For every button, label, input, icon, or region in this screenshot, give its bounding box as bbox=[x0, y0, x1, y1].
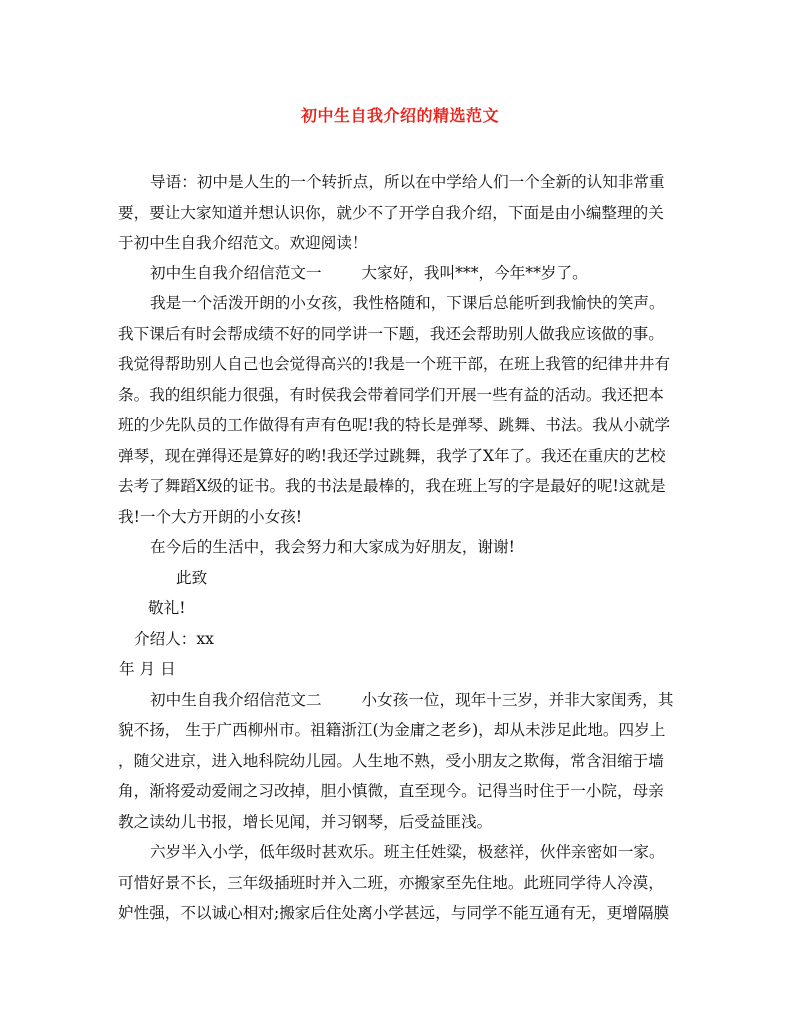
sample1-line-6: 弹琴，现在弹得还是算好的哟!我还学过跳舞，我学了X年了。我还在重庆的艺校 bbox=[118, 447, 666, 465]
introducer-line: 介绍人：xx bbox=[134, 630, 214, 648]
sample1-line-2: 我下课后有时会帮成绩不好的同学讲一下题，我还会帮助别人做我应该做的事。 bbox=[118, 325, 664, 343]
sample1-closing-line: 在今后的生活中，我会努力和大家成为好朋友，谢谢! bbox=[150, 538, 515, 556]
sample2-heading: 初中生自我介绍信范文二 bbox=[150, 691, 322, 709]
sample1-opening: 大家好，我叫***，今年**岁了。 bbox=[361, 264, 588, 282]
sample2-line-5: 六岁半入小学，低年级时甚欢乐。班主任姓粱，极慈祥，伙伴亲密如一家。 bbox=[150, 843, 665, 861]
sample1-heading: 初中生自我介绍信范文一 bbox=[150, 264, 322, 282]
sample2-line-1: 貌不扬， 生于广西柳州市。祖籍浙江(为金庸之老乡)，却从未涉足此地。四岁上 bbox=[118, 721, 666, 739]
sample1-line-3: 我觉得帮助别人自己也会觉得高兴的!我是一个班干部，在班上我管的纪律井井有 bbox=[118, 355, 671, 373]
sample2-line-4: 教之读幼儿书报，增长见闻，并习钢琴，后受益匪浅。 bbox=[118, 813, 493, 831]
sample2-line-6: 可惜好景不长，三年级插班时并入二班，亦搬家至先住地。此班同学待人冷漠， bbox=[118, 874, 664, 892]
sample2-line-7: 妒性强，不以诚心相对;搬家后住处离小学甚远，与同学不能互通有无，更增隔膜 bbox=[118, 904, 670, 922]
sample2-heading-line bbox=[150, 690, 684, 710]
date-line: 年 月 日 bbox=[119, 660, 176, 678]
sample1-line-7: 去考了舞蹈X级的证书。我的书法是最棒的，我在班上写的字是最好的呢!这就是 bbox=[118, 477, 666, 495]
sample2-line-3: 角，渐将爱动爱闹之习改掉，胆小慎微，直至现今。记得当时住于一小院，母亲 bbox=[118, 782, 664, 800]
sample1-heading-line bbox=[150, 263, 684, 283]
intro-line-2: 要，要让大家知道并想认识你，就少不了开学自我介绍，下面是由小编整理的关 bbox=[118, 204, 664, 222]
closing-respect: 敬礼! bbox=[148, 599, 186, 617]
sample1-line-8: 我!一个大方开朗的小女孩! bbox=[118, 508, 303, 526]
closing-salutation: 此致 bbox=[176, 569, 208, 587]
intro-line-3: 于初中生自我介绍范文。欢迎阅读！ bbox=[118, 234, 368, 252]
sample2-opening: 小女孩一位，现年十三岁，并非大家闺秀，其 bbox=[361, 691, 674, 709]
intro-line-1: 导语：初中是人生的一个转折点，所以在中学给人们一个全新的认知非常重 bbox=[150, 173, 665, 191]
sample1-line-5: 班的少先队员的工作做得有声有色呢!我的特长是弹琴、跳舞、书法。我从小就学 bbox=[118, 416, 671, 434]
sample1-line-1: 我是一个活泼开朗的小女孩，我性格随和，下课后总能听到我愉快的笑声。 bbox=[150, 294, 665, 312]
document-title: 初中生自我介绍的精选范文 bbox=[300, 106, 499, 125]
sample1-line-4: 条。我的组织能力很强，有时侯我会带着同学们开展一些有益的活动。我还把本 bbox=[118, 386, 664, 404]
sample2-line-2: ，随父进京，进入地科院幼儿园。人生地不熟，受小朋友之欺侮，常含泪缩于墙 bbox=[118, 752, 664, 770]
